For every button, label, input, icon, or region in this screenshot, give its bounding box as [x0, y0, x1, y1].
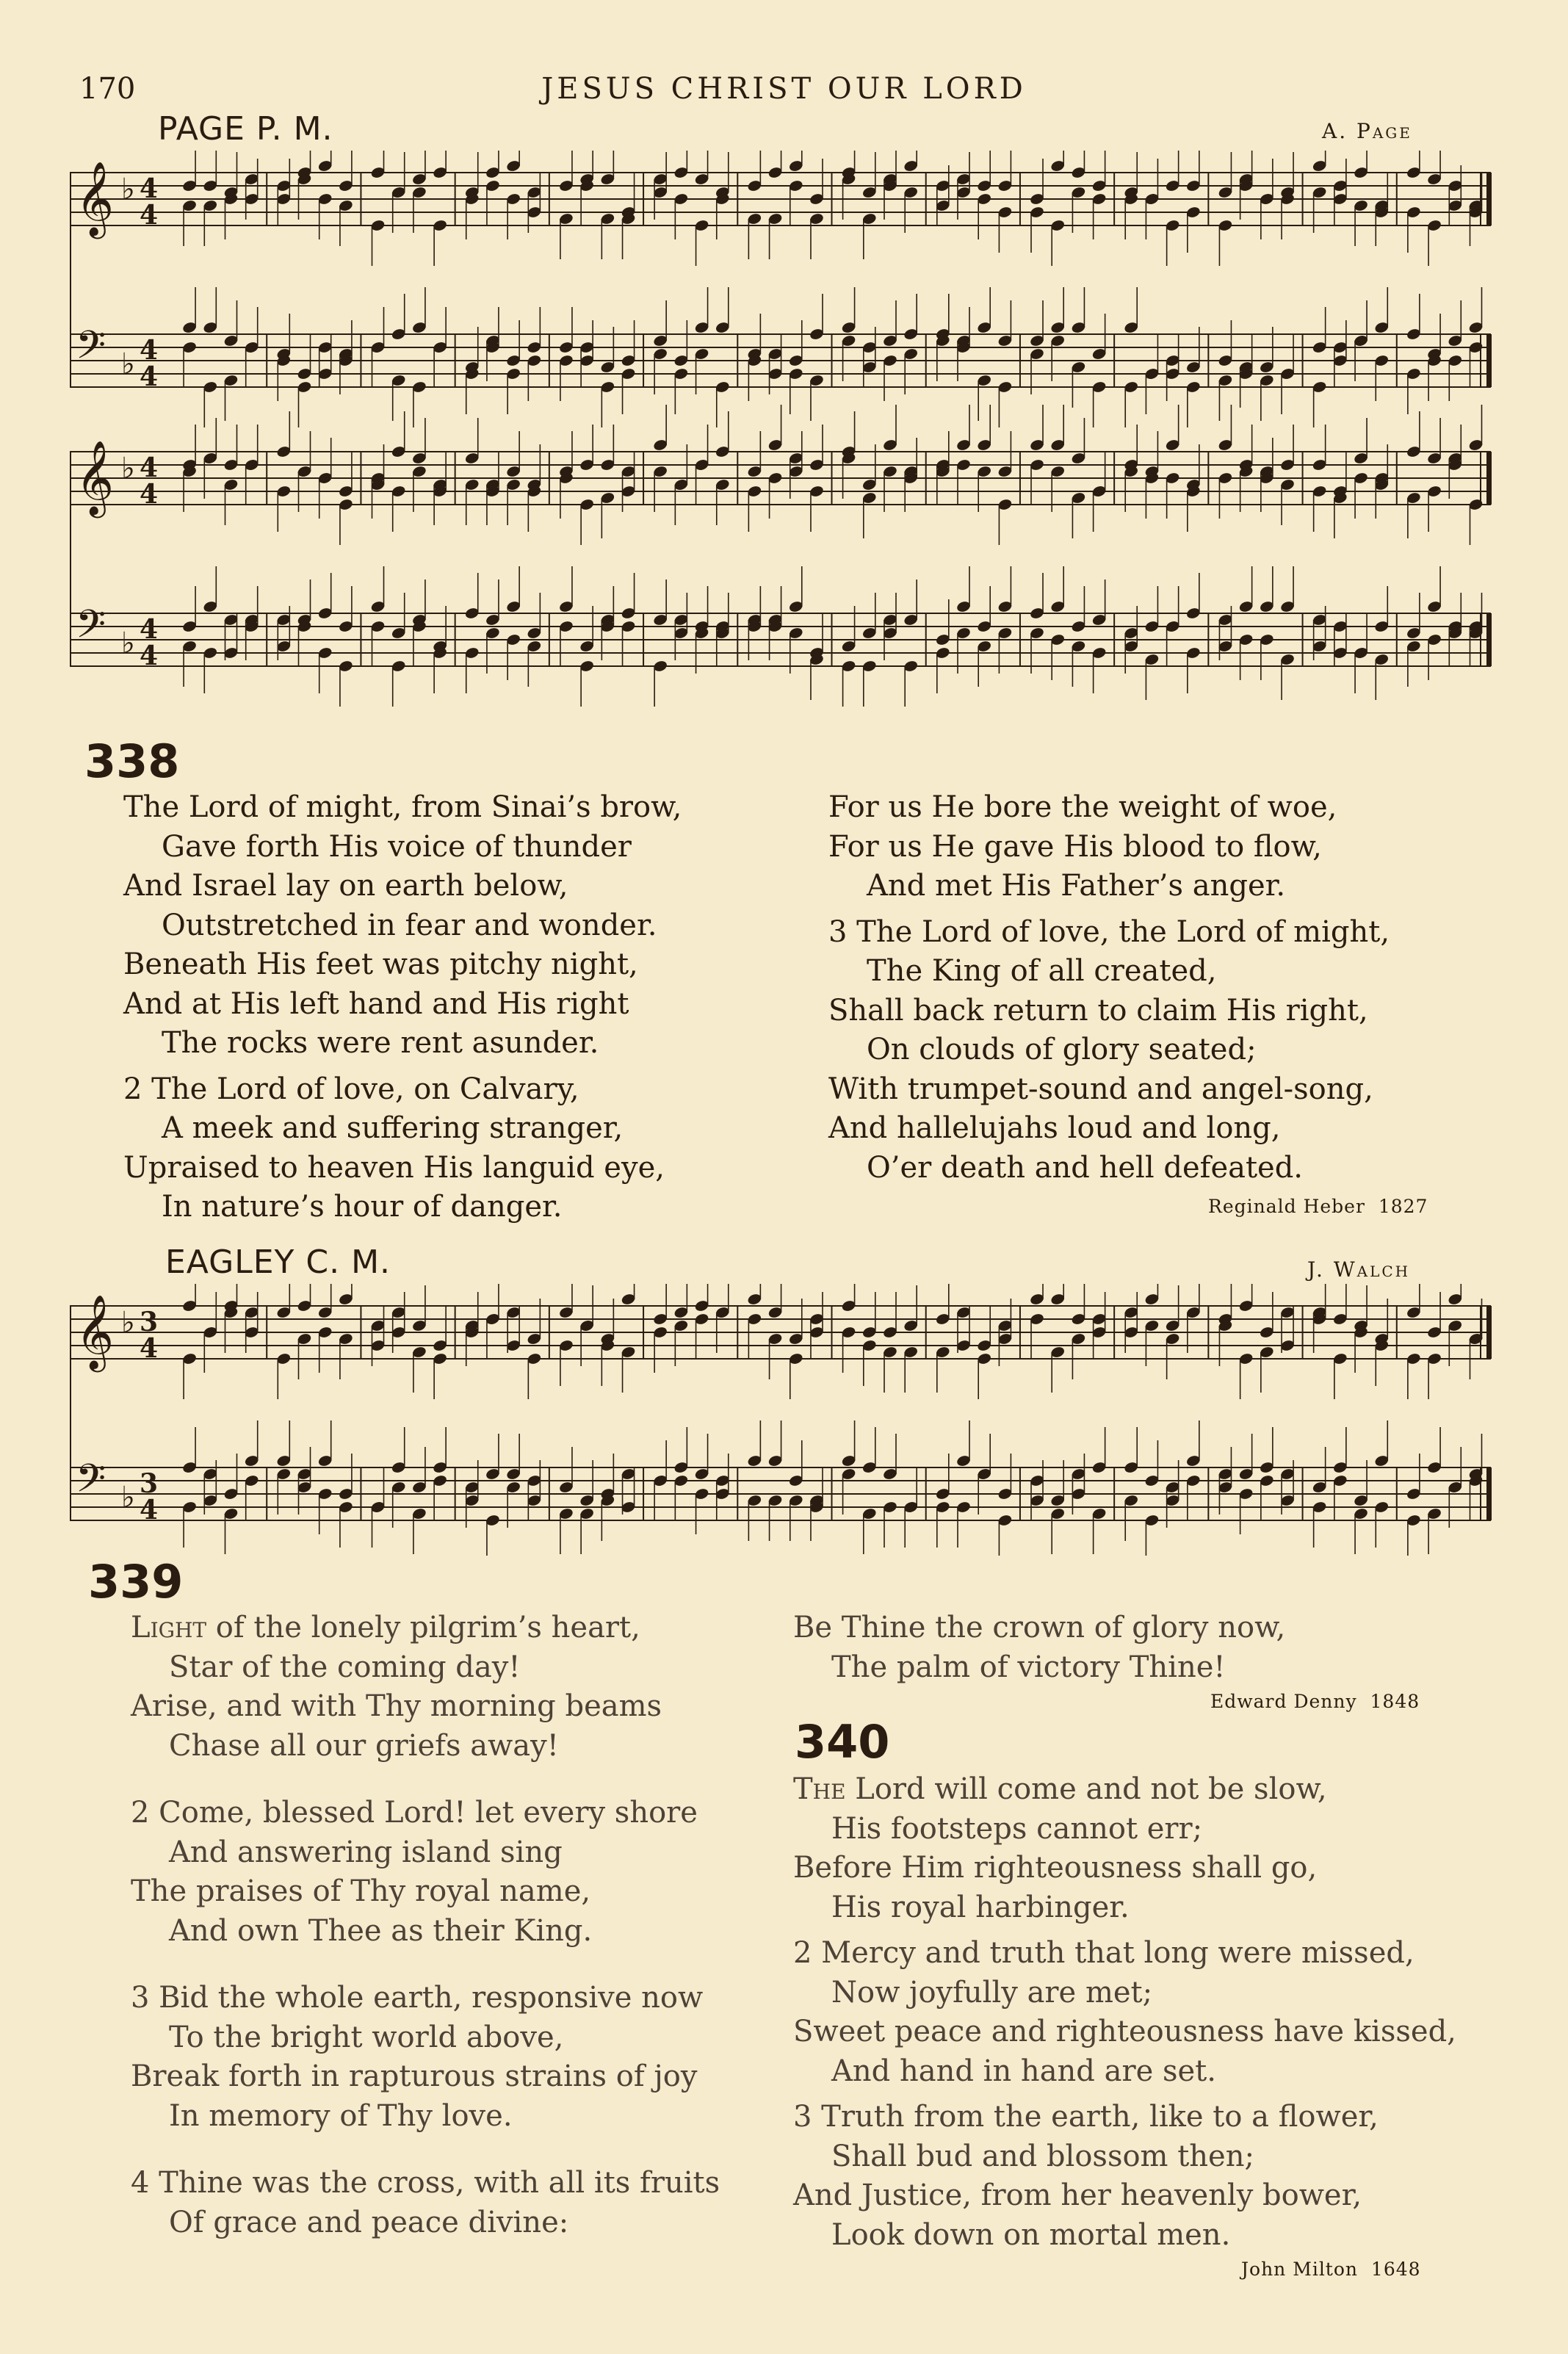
time-signature-top: 4: [140, 335, 159, 367]
tune-name-eagley: EAGLEY C. M.: [165, 1243, 391, 1281]
verse-line: On clouds of glory seated;: [867, 1033, 1257, 1066]
time-signature-top: 3: [140, 1468, 159, 1500]
verse-line: For us He gave His blood to flow,: [828, 829, 1322, 864]
hymn-340-text: [793, 1770, 1456, 2255]
flat-icon: ♭: [121, 452, 135, 485]
hymn-number-340: 340: [795, 1715, 890, 1769]
verse-line: 3 Bid the whole earth, responsive now: [131, 1981, 704, 2015]
verse-line: 2 Mercy and truth that long were missed,: [793, 1936, 1415, 1970]
verse-line: Before Him righteousness shall go,: [793, 1851, 1318, 1885]
music-score-page: [70, 151, 1502, 738]
author-hymn-340: [1241, 2259, 1421, 2280]
verse-line: And own Thee as their King.: [169, 1913, 593, 1948]
verse-line: And hallelujahs loud and long,: [828, 1111, 1281, 1145]
hymn-339-continued: [793, 1609, 1285, 1687]
time-signature-bottom: 4: [140, 640, 159, 672]
tune-name-page: PAGE P. M.: [158, 110, 333, 148]
verse-line: Now joyfully are met;: [831, 1975, 1153, 2010]
page-header: JESUS CHRIST OUR LORD: [541, 72, 1027, 106]
verse-line: And met His Father’s anger.: [867, 869, 1286, 903]
author-hymn-338: [1208, 1196, 1428, 1217]
music-system-1: [70, 151, 1491, 427]
hymn-number-339: 339: [88, 1555, 184, 1609]
verse-line: Be Thine the crown of glory now,: [793, 1611, 1286, 1644]
time-signature-bottom: 4: [140, 361, 159, 393]
verse-line: The praises of Thy royal name,: [131, 1874, 591, 1908]
verse-line: Arise, and with Thy morning beams: [131, 1689, 662, 1723]
verse-line: In memory of Thy love.: [169, 2098, 513, 2133]
author-hymn-339: [1210, 1691, 1420, 1712]
verse-line: And at His left hand and His right: [123, 986, 629, 1021]
verse-line: Break forth in rapturous strains of joy: [131, 2059, 698, 2093]
time-signature-bottom: 4: [140, 1495, 159, 1526]
flat-icon: ♭: [121, 173, 135, 206]
time-signature-top: 4: [140, 452, 159, 484]
hymn-number-338: 338: [84, 734, 180, 788]
verse-line: The rocks were rent asunder.: [162, 1026, 599, 1060]
verse-line: The King of all created,: [867, 954, 1217, 988]
verse-line: His footsteps cannot err;: [831, 1811, 1203, 1846]
treble-clef-icon: 𝄞: [76, 1293, 115, 1369]
verse-line: His royal harbinger.: [831, 1890, 1130, 1924]
treble-clef-icon: 𝄞: [76, 159, 115, 236]
flat-icon: ♭: [121, 347, 135, 381]
verse-line: 2 The Lord of love, on Calvary,: [123, 1072, 579, 1106]
verse-line: And Justice, from her heavenly bower,: [793, 2178, 1362, 2212]
composer-a-page: A. Page: [1322, 119, 1412, 143]
verse-line: Upraised to heaven His languid eye,: [123, 1150, 665, 1185]
author-year: 1827: [1378, 1196, 1428, 1217]
flat-icon: ♭: [121, 627, 135, 660]
verse-line: And hand in hand are set.: [831, 2054, 1216, 2088]
verse-line: And answering island sing: [169, 1835, 563, 1869]
composer-j-walch: J. Walch: [1307, 1257, 1411, 1282]
verse-line: With trumpet-sound and angel-song,: [828, 1072, 1373, 1106]
time-signature-top: 4: [140, 173, 159, 205]
time-signature-top: 4: [140, 614, 159, 646]
first-line-rest: Lord will come and not be slow,: [845, 1772, 1327, 1806]
bass-clef-icon: 𝄢: [76, 1456, 106, 1512]
verse-first-line: [131, 1609, 720, 1648]
verse-line: And Israel lay on earth below,: [123, 869, 568, 903]
verse-line: A meek and suffering stranger,: [162, 1111, 624, 1145]
verse-line: Sweet peace and righteousness have kissed,: [793, 2015, 1456, 2048]
time-signature-bottom: 4: [140, 200, 159, 231]
verse-line: In nature’s hour of danger.: [162, 1190, 563, 1224]
music-score-eagley: [70, 1284, 1502, 1556]
verse-line: Beneath His feet was pitchy night,: [123, 947, 638, 981]
author-name: Reginald Heber: [1208, 1196, 1365, 1217]
verse-line: For us He bore the weight of woe,: [828, 790, 1337, 824]
verse-line: O’er death and hell defeated.: [867, 1150, 1304, 1185]
time-signature-bottom: 4: [140, 1333, 159, 1365]
verse-line: To the bright world above,: [169, 2020, 564, 2054]
verse-line: The Lord of might, from Sinai’s brow,: [123, 790, 682, 824]
music-system-2: [70, 405, 1491, 707]
verse-line: Shall back return to claim His right,: [828, 993, 1368, 1028]
time-signature-bottom: 4: [140, 479, 159, 510]
verse-line: 3 Truth from the earth, like to a flower,: [793, 2100, 1379, 2134]
page-number: 170: [79, 72, 136, 106]
hymn-339-text: [131, 1609, 720, 2242]
verse-line: 2 Come, blessed Lord! let every shore: [131, 1796, 698, 1830]
verse-line: 4 Thine was the cross, with all its fruits: [131, 2166, 720, 2200]
first-line-rest: of the lonely pilgrim’s heart,: [206, 1611, 640, 1644]
author-name: Edward Denny: [1210, 1691, 1357, 1712]
verse-line: Look down on mortal men.: [831, 2217, 1231, 2252]
hymn-338-right-column: [828, 788, 1390, 1188]
hymn-338-left-column: [123, 788, 682, 1227]
verse-line: 3 The Lord of love, the Lord of might,: [828, 914, 1390, 949]
author-year: 1848: [1370, 1691, 1420, 1712]
time-signature-top: 3: [140, 1307, 159, 1338]
verse-first-line: [793, 1770, 1456, 1810]
first-word-caps: Light: [131, 1611, 207, 1644]
flat-icon: ♭: [121, 1306, 135, 1340]
first-word-caps: The: [793, 1772, 846, 1806]
verse-line: The palm of victory Thine!: [831, 1650, 1226, 1684]
verse-line: Chase all our griefs away!: [169, 1728, 559, 1763]
verse-line: Shall bud and blossom then;: [831, 2139, 1254, 2173]
bass-clef-icon: 𝄢: [76, 602, 106, 657]
bass-clef-icon: 𝄢: [76, 323, 106, 378]
verse-line: Gave forth His voice of thunder: [162, 829, 632, 864]
music-system-1: [70, 1284, 1491, 1556]
treble-clef-icon: 𝄞: [76, 438, 115, 515]
verse-line: Outstretched in fear and wonder.: [162, 908, 657, 942]
verse-line: Star of the coming day!: [169, 1650, 521, 1684]
verse-line: Of grace and peace divine:: [169, 2205, 569, 2239]
author-year: 1648: [1370, 2259, 1421, 2280]
author-name: John Milton: [1241, 2259, 1359, 2280]
flat-icon: ♭: [121, 1481, 135, 1514]
